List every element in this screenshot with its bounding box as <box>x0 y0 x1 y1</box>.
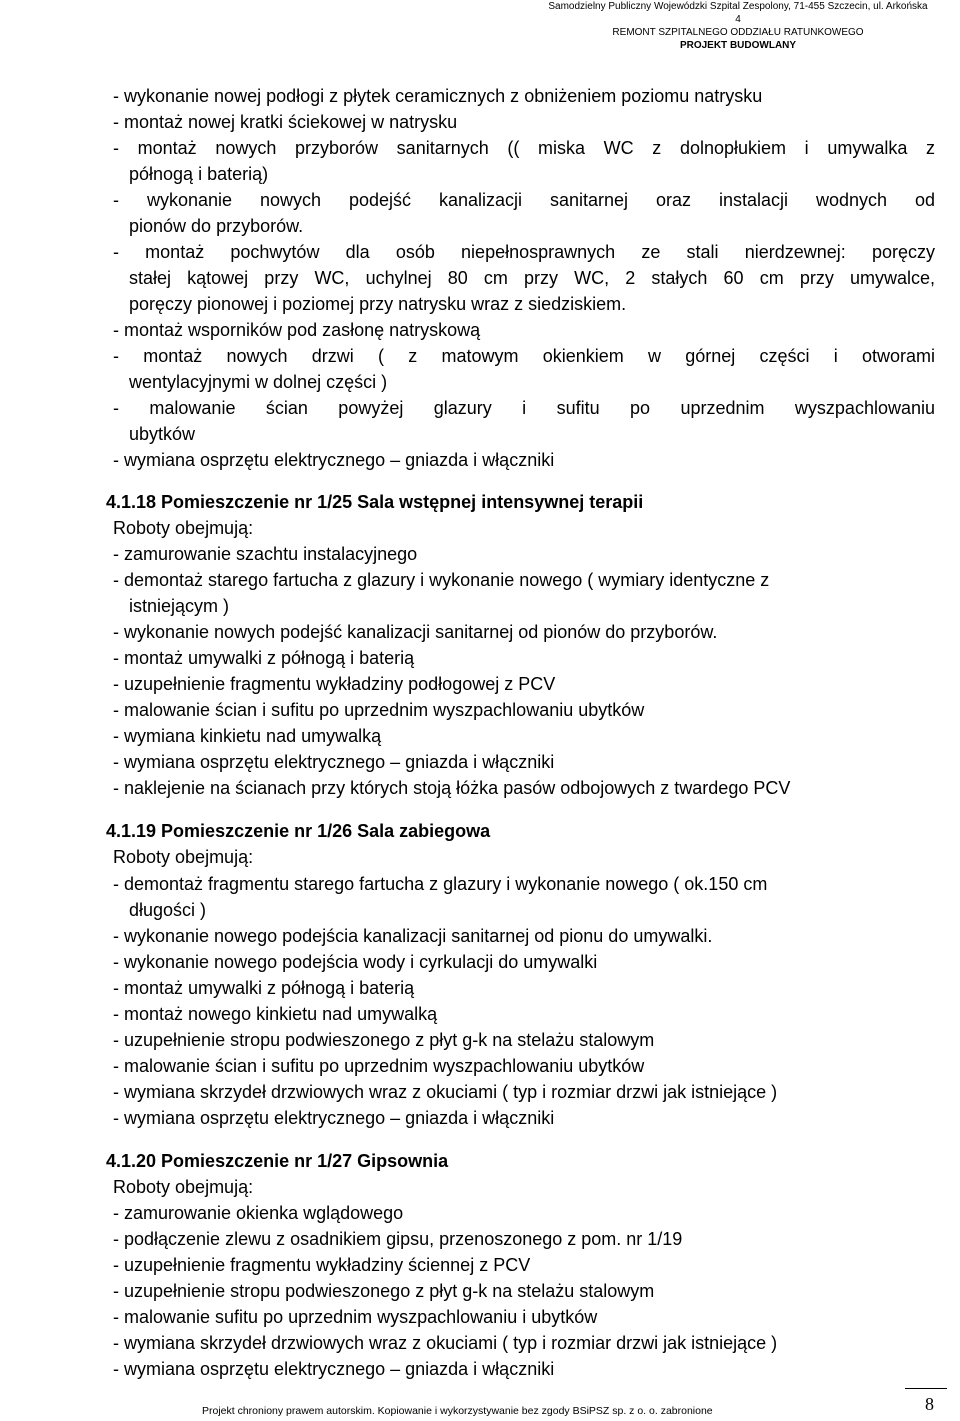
section-subheading: Roboty obejmują: <box>113 518 254 538</box>
list-item: - wymiana kinkietu nad umywalką <box>113 726 382 746</box>
list-item: - wykonanie nowej podłogi z płytek ceramicznych z obniżeniem poziomu natrysku <box>113 86 763 106</box>
list-item: - uzupełnienie stropu podwieszonego z płyt g-k na stelażu stalowym <box>113 1281 655 1301</box>
list-item: - uzupełnienie fragmentu wykładziny podłogowej z PCV <box>113 674 556 694</box>
section-subheading: Roboty obejmują: <box>113 847 254 867</box>
header-institution: Samodzielny Publiczny Wojewódzki Szpital Zespolony, 71-455 Szczecin, ul. Arkońska 4 <box>548 1 928 25</box>
section-heading: 4.1.18 Pomieszczenie nr 1/25 Sala wstępnej intensywnej terapii <box>106 492 644 512</box>
list-item: stałej kątowej przy WC, uchylnej 80 cm przy WC, 2 stałych 60 cm przy umywalce, <box>129 268 935 288</box>
list-item: - malowanie sufitu po uprzednim wyszpachlowaniu i ubytków <box>113 1307 598 1327</box>
section-heading: 4.1.20 Pomieszczenie nr 1/27 Gipsownia <box>106 1151 449 1171</box>
list-item: - wykonanie nowego podejścia kanalizacji sanitarnej od pionu do umywalki. <box>113 926 713 946</box>
list-item: - demontaż fragmentu starego fartucha z glazury i wykonanie nowego ( ok.150 cm <box>113 874 768 894</box>
list-item: istniejącym ) <box>129 596 230 616</box>
list-item: - wymiana skrzydeł drzwiowych wraz z okuciami ( typ i rozmiar drzwi jak istniejące ) <box>113 1082 778 1102</box>
page-number-rule <box>905 1388 947 1389</box>
copyright-footer: Projekt chroniony prawem autorskim. Kopiowanie i wykorzystywanie bez zgody BSiPSZ sp. z o. o. zabronione <box>202 1405 713 1417</box>
list-item: - wymiana osprzętu elektrycznego – gniazda i włączniki <box>113 1108 555 1128</box>
list-item: - montaż nowych przyborów sanitarnych (( miska WC z dolnopłukiem i umywalka z <box>113 138 935 158</box>
list-item: - demontaż starego fartucha z glazury i wykonanie nowego ( wymiary identyczne z <box>113 570 770 590</box>
list-item: - wykonanie nowych podejść kanalizacji sanitarnej oraz instalacji wodnych od <box>113 190 935 210</box>
list-item: - zamurowanie szachtu instalacyjnego <box>113 544 418 564</box>
header-project-title: REMONT SZPITALNEGO ODDZIAŁU RATUNKOWEGO <box>612 27 864 38</box>
list-item: - wymiana osprzętu elektrycznego – gniazda i włączniki <box>113 1359 555 1379</box>
list-item: - podłączenie zlewu z osadnikiem gipsu, przenoszonego z pom. nr 1/19 <box>113 1229 683 1249</box>
list-item: - malowanie ścian i sufitu po uprzednim wyszpachlowaniu ubytków <box>113 1056 645 1076</box>
list-item: - montaż nowej kratki ściekowej w natrysku <box>113 112 458 132</box>
list-item: - naklejenie na ścianach przy których stoją łóżka pasów odbojowych z twardego PCV <box>113 778 791 798</box>
list-item: długości ) <box>129 900 207 920</box>
list-item: pionów do przyborów. <box>129 216 304 236</box>
list-item: - wykonanie nowych podejść kanalizacji sanitarnej od pionów do przyborów. <box>113 622 718 642</box>
list-item: wentylacyjnymi w dolnej części ) <box>129 372 388 392</box>
list-item: - malowanie ścian i sufitu po uprzednim wyszpachlowaniu ubytków <box>113 700 645 720</box>
list-item: - montaż pochwytów dla osób niepełnosprawnych ze stali nierdzewnej: poręczy <box>113 242 935 262</box>
list-item: - wymiana skrzydeł drzwiowych wraz z okuciami ( typ i rozmiar drzwi jak istniejące ) <box>113 1333 778 1353</box>
list-item: - uzupełnienie fragmentu wykładziny ściennej z PCV <box>113 1255 531 1275</box>
section-subheading: Roboty obejmują: <box>113 1177 254 1197</box>
section-heading: 4.1.19 Pomieszczenie nr 1/26 Sala zabiegowa <box>106 821 491 841</box>
list-item: - montaż umywalki z półnogą i baterią <box>113 978 415 998</box>
list-item: - uzupełnienie stropu podwieszonego z płyt g-k na stelażu stalowym <box>113 1030 655 1050</box>
list-item: półnogą i baterią) <box>129 164 269 184</box>
list-item: - malowanie ścian powyżej glazury i sufitu po uprzednim wyszpachlowaniu <box>113 398 935 418</box>
list-item: - montaż nowych drzwi ( z matowym okienkiem w górnej części i otworami <box>113 346 935 366</box>
list-item: - montaż wsporników pod zasłonę natryskową <box>113 320 481 340</box>
list-item: - wymiana osprzętu elektrycznego – gniazda i włączniki <box>113 752 555 772</box>
list-item: - wymiana osprzętu elektrycznego – gniazda i włączniki <box>113 450 555 470</box>
page-header <box>548 0 928 52</box>
list-item: - zamurowanie okienka wglądowego <box>113 1203 404 1223</box>
list-item: - wykonanie nowego podejścia wody i cyrkulacji do umywalki <box>113 952 598 972</box>
list-item: - montaż nowego kinkietu nad umywalką <box>113 1004 438 1024</box>
list-item: ubytków <box>129 424 196 444</box>
list-item: - montaż umywalki z półnogą i baterią <box>113 648 415 668</box>
page-number: 8 <box>925 1394 934 1414</box>
list-item: poręczy pionowej i poziomej przy natrysku wraz z siedziskiem. <box>129 294 627 314</box>
header-project-type: PROJEKT BUDOWLANY <box>679 40 797 51</box>
